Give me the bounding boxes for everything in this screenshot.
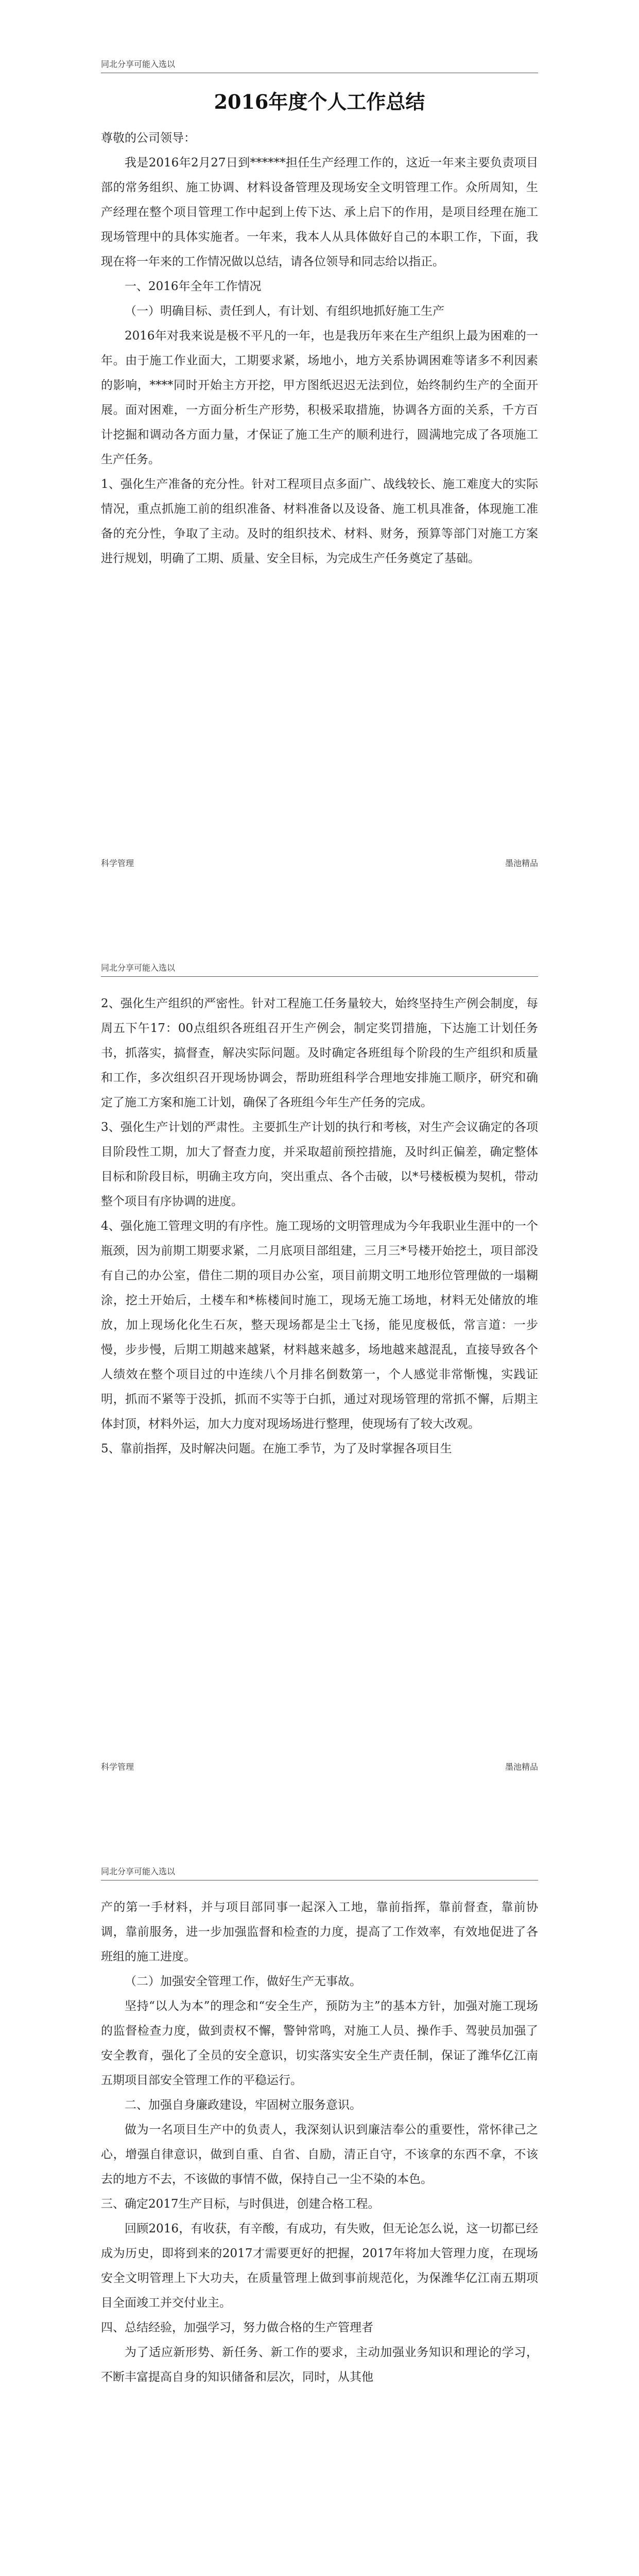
paragraph: 4、强化施工管理文明的有序性。施工现场的文明管理成为今年我职业生涯中的一个瓶颈，因为前期工期要求紧，二月底项目部组建，三月三*号楼开始挖土，项目部没有自己的办公室，借住二期的项目办公室，项目前期文明工地形位管理做的一塌糊涂，挖土开始后，土楼车和*栋楼间时施工，现场无施工场地，材料无处储放的堆放，加上现场化化生石灰，整天现场都是尘土飞扬，能见度极低，常言道：一步慢，步步慢，后期工期越来越紧，材料越来越多，场地越来越混乱，直接导致各个人绩效在整个项目过的中连续八个月排名倒数第一，个人感觉非常惭愧，实践证明，抓而不紧等于没抓，抓而不实等于白抓，通过对现场管理的常抓不懈，后期主体封顶，材料外运，加大力度对现场场进行整理，使现场有了较大改观。: [101, 1219, 538, 1431]
document-title: 2016年度个人工作总结: [214, 90, 425, 113]
section-heading: 四、总结经验，加强学习，努力做合格的生产管理者: [101, 2321, 373, 2334]
section-heading: 二、加强自身廉政建设，牢固树立服务意识。: [125, 2098, 361, 2112]
section-heading: 三、确定2017生产目标，与时俱进，创建合格工程。: [101, 2197, 380, 2211]
page-content: [101, 1895, 538, 2389]
salutation: 尊敬的公司领导：: [101, 131, 196, 145]
page-content: [101, 991, 538, 1461]
document-page-2: [0, 904, 639, 1807]
paragraph: 我是2016年2月27日到******担任生产经理工作的，这近一年来主要负责项目部的常务组织、施工协调、材料设备管理及现场安全文明管理工作。众所周知，生产经理在整个项目管理工作中起到上传下达、承上启下的作用，是项目经理在施工现场管理中的具体实施者。一年来，我本人从具体做好自己的本职工作，下面，我现在将一年来的工作情况做以总结，请各位领导和同志给以指正。: [101, 156, 538, 268]
footer-left: 科学管理: [101, 858, 134, 868]
page-footer: [101, 1760, 538, 1772]
paragraph: 2、强化生产组织的严密性。针对工程施工任务量较大，始终坚持生产例会制度，每周五下午17：00点组织各班组召开生产例会，制定奖罚措施，下达施工计划任务书，抓落实，搞督查，解决实际问题。及时确定各班组每个阶段的生产组织和质量和工作，多次组织召开现场协调会，帮助班组科学合理地安排施工顺序，研究和确定了施工方案和施工计划，确保了各班组今年生产任务的完成。: [101, 997, 538, 1109]
paragraph: 为了适应新形势、新任务、新工作的要求，主动加强业务知识和理论的学习，不断丰富提高自身的知识储备和层次，同时，从其他: [101, 2346, 538, 2384]
paragraph: 3、强化生产计划的严肃性。主要抓生产计划的执行和考核，对生产会议确定的各项目阶段性工期，加大了督查力度，并采取超前预控措施，及时纠正偏差，确定整体目标和阶段目标，明确主攻方向，突出重点、各个击破，以*号楼板模为契机，带动整个项目有序协调的进度。: [101, 1121, 538, 1208]
footer-right: 墨池精品: [505, 858, 538, 868]
page-header: 同北分享可能入选以: [101, 961, 538, 977]
paragraph: 回顾2016，有收获，有辛酸，有成功，有失败，但无论怎么说，这一切都已经成为历史，即将到来的2017才需要更好的把握，2017年将加大管理力度，在现场安全文明管理上下大功夫，在质量管理上做到事前规范化，为保潍华亿江南五期项目全面竣工并交付业主。: [101, 2222, 538, 2310]
footer-left: 科学管理: [101, 1762, 134, 1772]
footer-right: 墨池精品: [505, 1762, 538, 1772]
page-header: 同北分享可能入选以: [101, 1865, 538, 1880]
page-footer: [101, 857, 538, 869]
paragraph: 2016年对我来说是极不平凡的一年，也是我历年来在生产组织上最为困难的一年。由于施工作业面大，工期要求紧，场地小，地方关系协调困难等诸多不利因素的影响，****同时开始主方开挖，甲方图纸迟迟无法到位，始终制约生产的全面开展。面对困难，一方面分析生产形势，积极采取措施，协调各方面的关系，千方百计挖掘和调动各方面力量，才保证了施工生产的顺利进行，圆满地完成了各项施工生产任务。: [101, 329, 538, 466]
subsection-heading: （二）加强安全管理工作，做好生产无事故。: [125, 1975, 361, 1988]
document-page-1: [0, 0, 639, 904]
paragraph: 做为一名项目生产中的负责人，我深刻认识到廉洁奉公的重要性，常怀律己之心，增强自律意识，做到自重、自省、自励，清正自守，不该拿的东西不拿，不该去的地方不去，不该做的事情不做，保持自己一尘不染的本色。: [101, 2123, 538, 2186]
document-page-3: [0, 1807, 639, 2576]
subsection-heading: （一）明确目标、责任到人，有计划、有组织地抓好施工生产: [125, 304, 444, 318]
paragraph: 产的第一手材料，并与项目部同事一起深入工地，靠前指挥，靠前督查，靠前协调，靠前服务，进一步加强监督和检查的力度，提高了工作效率，有效地促进了各班组的施工进度。: [101, 1901, 538, 1963]
paragraph: 1、强化生产准备的充分性。针对工程项目点多面广、战线较长、施工难度大的实际情况，重点抓施工前的组织准备、材料准备以及设备、施工机具准备，体现施工准备的充分性，争取了主动。及时的组织技术、材料、财务，预算等部门对施工方案进行规划，明确了工期、质量、安全目标，为完成生产任务奠定了基础。: [101, 478, 538, 565]
page-header: 同北分享可能入选以: [101, 58, 538, 73]
section-heading: 一、2016年全年工作情况: [125, 280, 262, 293]
paragraph: 5、靠前指挥，及时解决问题。在施工季节，为了及时掌握各项目生: [101, 1442, 452, 1455]
page-content: [101, 88, 538, 571]
paragraph: 坚持“以人为本”的理念和“安全生产，预防为主”的基本方针，加强对施工现场的监督检查力度，做到责权不懈，警钟常鸣，对施工人员、操作手、驾驶员加强了安全教育，强化了全员的安全意识，切实落实安全生产责任制，保证了潍华亿江南五期项目部安全管理工作的平稳运行。: [101, 1999, 538, 2087]
